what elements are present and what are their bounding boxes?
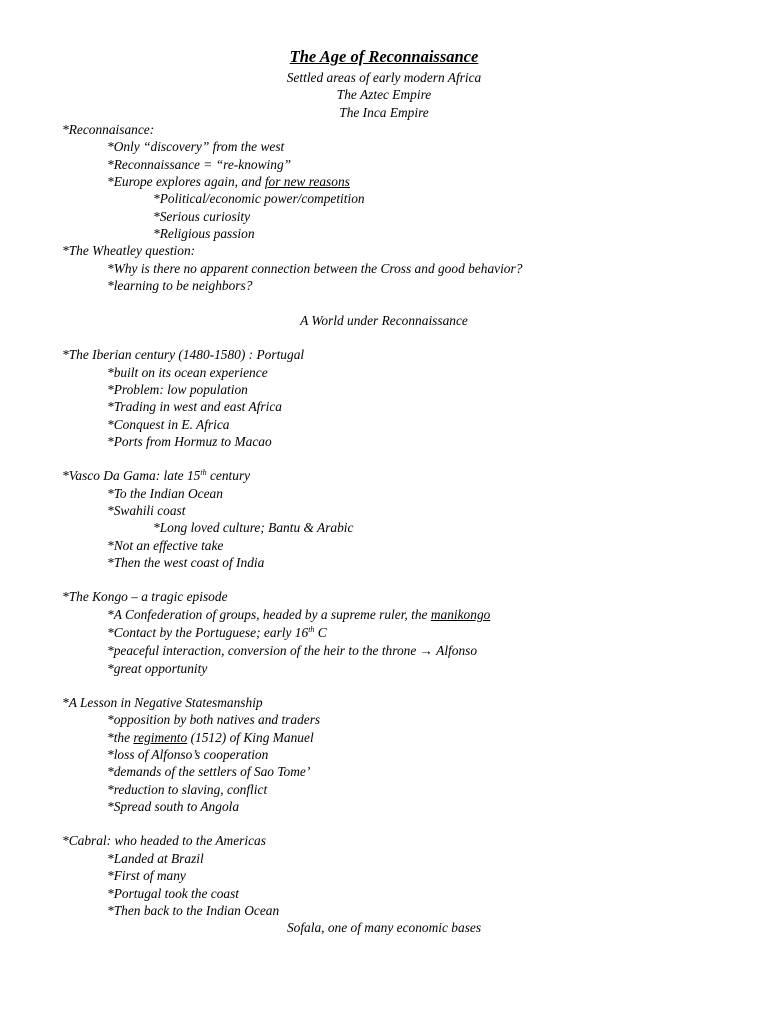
manikongo-underlined-text: manikongo — [430, 607, 491, 622]
document-title: The Age of Reconnaissance — [289, 47, 479, 66]
europe-underlined-text: for new reasons — [264, 174, 350, 189]
outline-landed: *Landed at Brazil — [107, 851, 204, 866]
outline-peaceful — [107, 642, 477, 659]
regimento-text: *the — [107, 730, 134, 745]
subtitle-africa: Settled areas of early modern Africa — [286, 70, 482, 85]
vasco-superscript: th — [200, 468, 207, 477]
outline-contact — [107, 624, 327, 641]
outline-neighbors: *learning to be neighbors? — [107, 278, 253, 293]
outline-religious: *Religious passion — [153, 226, 255, 241]
contact-suffix: C — [314, 625, 327, 640]
vasco-suffix: century — [206, 468, 251, 483]
outline-lesson: *A Lesson in Negative Statesmanship — [62, 695, 263, 710]
outline-only-discovery: *Only “discovery” from the west — [107, 139, 285, 154]
outline-back: *Then back to the Indian Ocean — [107, 903, 280, 918]
europe-text: *Europe explores again, and — [107, 174, 265, 189]
outline-europe-explores — [107, 173, 350, 190]
outline-iberian: *The Iberian century (1480-1580) : Portugal — [62, 347, 305, 362]
outline-loss: *loss of Alfonso’s cooperation — [107, 747, 269, 762]
peaceful-suffix: Alfonso — [433, 643, 478, 658]
outline-reduction: *reduction to slaving, conflict — [107, 782, 268, 797]
outline-political: *Political/economic power/competition — [153, 191, 365, 206]
outline-built: *built on its ocean experience — [107, 365, 268, 380]
regimento-suffix: (1512) of King Manuel — [187, 730, 314, 745]
outline-west-coast: *Then the west coast of India — [107, 555, 265, 570]
section-heading-world: A World under Reconnaissance — [300, 313, 468, 328]
outline-opportunity: *great opportunity — [107, 661, 208, 676]
vasco-text: *Vasco Da Gama: late 15 — [62, 468, 201, 483]
contact-superscript: th — [308, 625, 315, 634]
outline-conquest: *Conquest in E. Africa — [107, 417, 230, 432]
contact-text: *Contact by the Portuguese; early 16 — [107, 625, 309, 640]
outline-reconnaisance: *Reconnaisance: — [62, 122, 155, 137]
outline-demands: *demands of the settlers of Sao Tome’ — [107, 764, 311, 779]
outline-sofala: Sofala, one of many economic bases — [286, 920, 482, 935]
regimento-underlined-text: regimento — [133, 730, 188, 745]
outline-cabral: *Cabral: who headed to the Americas — [62, 833, 266, 848]
subtitle-aztec: The Aztec Empire — [336, 87, 432, 102]
outline-not-effective: *Not an effective take — [107, 538, 224, 553]
outline-portugal-coast: *Portugal took the coast — [107, 886, 240, 901]
outline-spread: *Spread south to Angola — [107, 799, 240, 814]
outline-trading: *Trading in west and east Africa — [107, 399, 282, 414]
outline-swahili: *Swahili coast — [107, 503, 186, 518]
outline-curiosity: *Serious curiosity — [153, 209, 251, 224]
outline-opposition: *opposition by both natives and traders — [107, 712, 321, 727]
outline-confederation — [107, 606, 490, 623]
subtitle-inca: The Inca Empire — [339, 105, 429, 120]
peaceful-text: *peaceful interaction, conversion of the heir to the throne — [107, 643, 420, 658]
outline-problem: *Problem: low population — [107, 382, 248, 397]
right-arrow-icon: → — [419, 643, 434, 658]
outline-ports: *Ports from Hormuz to Macao — [107, 434, 272, 449]
outline-bantu: *Long loved culture; Bantu & Arabic — [153, 520, 354, 535]
outline-first: *First of many — [107, 868, 186, 883]
outline-regimento — [107, 729, 314, 746]
confederation-text: *A Confederation of groups, headed by a supreme ruler, the — [107, 607, 431, 622]
outline-why: *Why is there no apparent connection between the Cross and good behavior? — [107, 261, 523, 276]
outline-indian-ocean: *To the Indian Ocean — [107, 486, 223, 501]
outline-kongo: *The Kongo – a tragic episode — [62, 589, 228, 604]
outline-wheatley: *The Wheatley question: — [62, 243, 196, 258]
outline-reknowing: *Reconnaissance = “re-knowing” — [107, 157, 292, 172]
outline-vasco — [62, 467, 250, 484]
